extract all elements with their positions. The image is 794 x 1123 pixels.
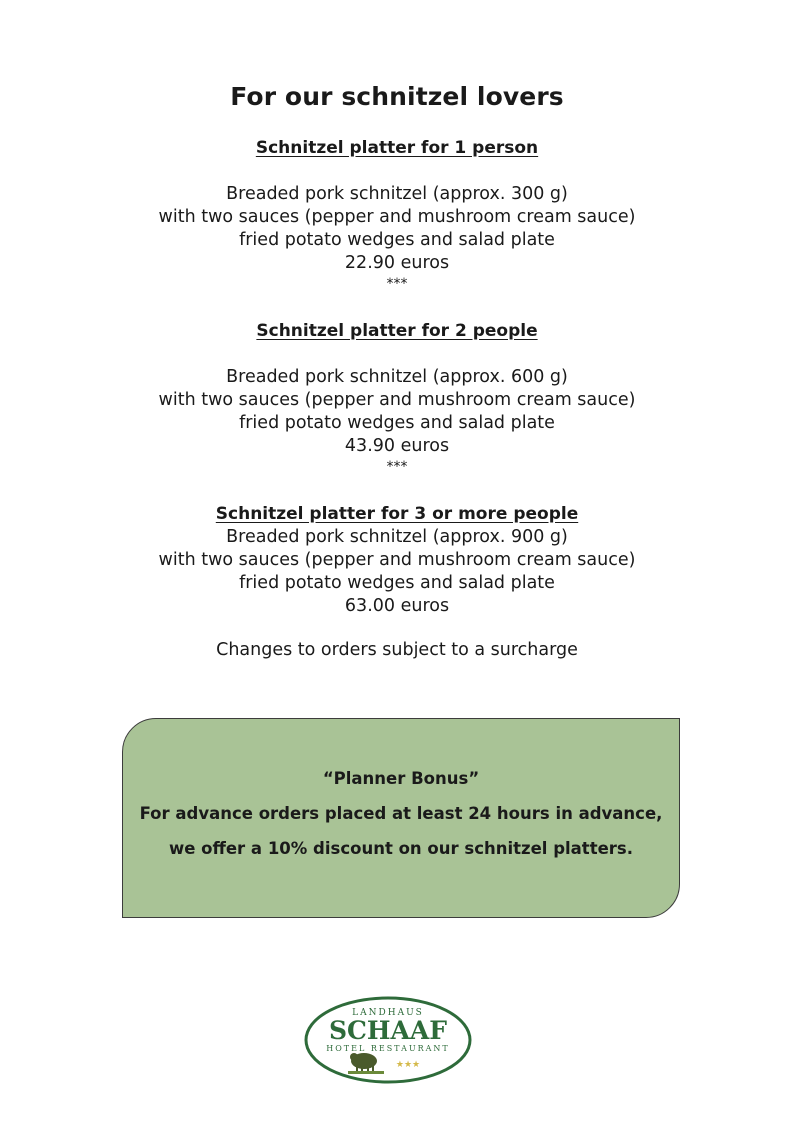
platter-description-line: fried potato wedges and salad plate xyxy=(239,230,555,250)
platter-description-line: with two sauces (pepper and mushroom cream sauce) xyxy=(158,390,636,410)
platter-2-section xyxy=(0,320,794,474)
platter-heading: Schnitzel platter for 2 people xyxy=(256,321,538,341)
bonus-title: “Planner Bonus” xyxy=(322,769,480,788)
platter-description-line: fried potato wedges and salad plate xyxy=(239,573,555,593)
bonus-text-line: we offer a 10% discount on our schnitzel platters. xyxy=(168,839,633,858)
platter-price: 22.90 euros xyxy=(344,253,450,273)
platter-price: 43.90 euros xyxy=(344,436,450,456)
platter-heading: Schnitzel platter for 1 person xyxy=(255,138,539,158)
platter-heading: Schnitzel platter for 3 or more people xyxy=(215,504,579,524)
platter-price: 63.00 euros xyxy=(344,596,450,616)
logo-name xyxy=(488,975,489,976)
bonus-text-line: For advance orders placed at least 24 hours in advance, xyxy=(139,804,663,823)
hotel-logo xyxy=(288,975,488,1100)
platter-description-line: Breaded pork schnitzel (approx. 600 g) xyxy=(226,367,568,387)
separator: *** xyxy=(386,276,408,292)
svg-text:SCHAAF: SCHAAF xyxy=(328,1016,448,1045)
platter-3-section xyxy=(0,503,794,618)
svg-text:★★★: ★★★ xyxy=(395,1060,421,1070)
separator: *** xyxy=(386,459,408,475)
platter-1-section xyxy=(0,137,794,291)
planner-bonus-box xyxy=(122,718,680,918)
svg-text:HOTEL RESTAURANT: HOTEL RESTAURANT xyxy=(326,1044,450,1053)
platter-description-line: Breaded pork schnitzel (approx. 300 g) xyxy=(226,184,568,204)
platter-description-line: with two sauces (pepper and mushroom cream sauce) xyxy=(158,550,636,570)
surcharge-note: Changes to orders subject to a surcharge xyxy=(216,640,578,660)
page-title: For our schnitzel lovers xyxy=(230,82,564,111)
platter-description-line: with two sauces (pepper and mushroom cream sauce) xyxy=(158,207,636,227)
platter-description-line: fried potato wedges and salad plate xyxy=(239,413,555,433)
platter-description-line: Breaded pork schnitzel (approx. 900 g) xyxy=(226,527,568,547)
svg-text:LANDHAUS: LANDHAUS xyxy=(352,1008,424,1018)
